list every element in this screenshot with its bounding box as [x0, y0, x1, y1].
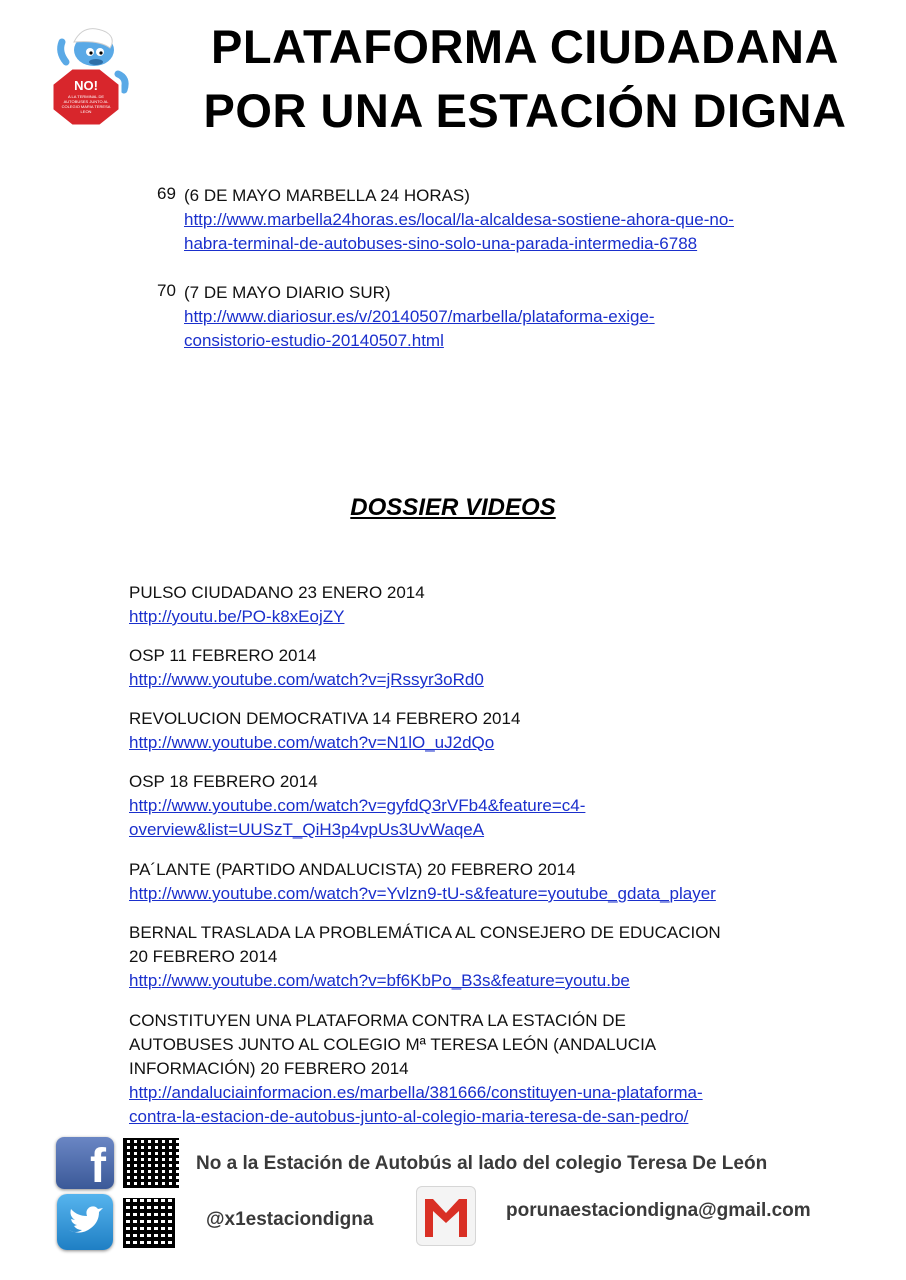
news-link[interactable]: http://www.marbella24horas.es/local/la-alcaldesa-sostiene-ahora-que-no- [184, 210, 734, 229]
video-link[interactable]: http://andaluciainformacion.es/marbella/381666/constituyen-una-plataforma- [129, 1083, 703, 1102]
logo [44, 22, 134, 132]
video-title-cont: INFORMACIÓN) 20 FEBRERO 2014 [129, 1059, 409, 1078]
news-link-cont[interactable]: consistorio-estudio-20140507.html [184, 331, 444, 350]
news-link[interactable]: http://www.diariosur.es/v/20140507/marbella/plataforma-exige- [184, 307, 655, 326]
video-entry [129, 921, 789, 993]
news-title: (7 DE MAYO DIARIO SUR) [184, 283, 391, 302]
qr-code-icon [123, 1198, 175, 1248]
video-link-cont[interactable]: overview&list=UUSzT_QiH3p4vpUs3UvWaqeA [129, 820, 485, 839]
video-link[interactable]: http://www.youtube.com/watch?v=bf6KbPo_B3s&feature=youtu.be [129, 971, 630, 990]
contact-email[interactable]: porunaestaciondigna@gmail.com [506, 1200, 811, 1221]
video-title-cont: AUTOBUSES JUNTO AL COLEGIO Mª TERESA LEÓN (ANDALUCIA [129, 1035, 657, 1054]
video-entry [129, 581, 789, 629]
video-entry [129, 644, 789, 692]
news-title: (6 DE MAYO MARBELLA 24 HORAS) [184, 186, 470, 205]
news-number: 70 [157, 281, 176, 300]
page-title-line-1: PLATAFORMA CIUDADANA [211, 20, 839, 73]
news-number: 69 [157, 184, 176, 203]
twitter-icon[interactable] [57, 1194, 113, 1250]
mail-envelope-icon [417, 1187, 475, 1245]
video-title: OSP 11 FEBRERO 2014 [129, 646, 317, 665]
video-title: PA´LANTE (PARTIDO ANDALUCISTA) 20 FEBRERO 2014 [129, 860, 576, 879]
video-title: PULSO CIUDADANO 23 ENERO 2014 [129, 583, 425, 602]
section-title: DOSSIER VIDEOS [350, 494, 556, 521]
video-entry [129, 858, 789, 906]
video-title: REVOLUCION DEMOCRATIVA 14 FEBRERO 2014 [129, 709, 521, 728]
video-entry [129, 770, 789, 842]
video-title: OSP 18 FEBRERO 2014 [129, 772, 318, 791]
gmail-icon[interactable] [416, 1186, 476, 1246]
video-link-cont[interactable]: contra-la-estacion-de-autobus-junto-al-colegio-maria-teresa-de-san-pedro/ [129, 1107, 689, 1126]
qr-code-icon [123, 1138, 179, 1188]
video-title-cont: 20 FEBRERO 2014 [129, 947, 278, 966]
video-link[interactable]: http://www.youtube.com/watch?v=gyfdQ3rVFb4&feature=c4- [129, 796, 586, 815]
bird-icon [57, 1194, 113, 1250]
video-link[interactable]: http://www.youtube.com/watch?v=N1lO_uJ2dQo [129, 733, 495, 752]
video-entry [129, 707, 789, 755]
video-entry [129, 1009, 789, 1129]
facebook-page-text: No a la Estación de Autobús al lado del colegio Teresa De León [196, 1153, 768, 1174]
video-title: CONSTITUYEN UNA PLATAFORMA CONTRA LA ESTACIÓN DE [129, 1011, 626, 1030]
video-link[interactable]: http://www.youtube.com/watch?v=jRssyr3oRd0 [129, 670, 484, 689]
smurf-stop-logo-icon [44, 22, 134, 132]
page-title-line-2: POR UNA ESTACIÓN DIGNA [203, 84, 847, 137]
video-link[interactable]: http://www.youtube.com/watch?v=Yvlzn9-tU-s&feature=youtube_gdata_player [129, 884, 716, 903]
news-link-cont[interactable]: habra-terminal-de-autobuses-sino-solo-una-parada-intermedia-6788 [184, 234, 698, 253]
logo-sign-text: NO! [74, 78, 98, 93]
video-link[interactable]: http://youtu.be/PO-k8xEojZY [129, 607, 345, 626]
video-title: BERNAL TRASLADA LA PROBLEMÁTICA AL CONSEJERO DE EDUCACION [129, 923, 721, 942]
facebook-icon[interactable]: f [56, 1137, 114, 1189]
logo-caption: A LA TERMINAL DE AUTOBUSES JUNTO AL COLEGIO MARIA TERESA LEON [61, 94, 111, 114]
twitter-handle[interactable]: @x1estaciondigna [206, 1209, 374, 1230]
